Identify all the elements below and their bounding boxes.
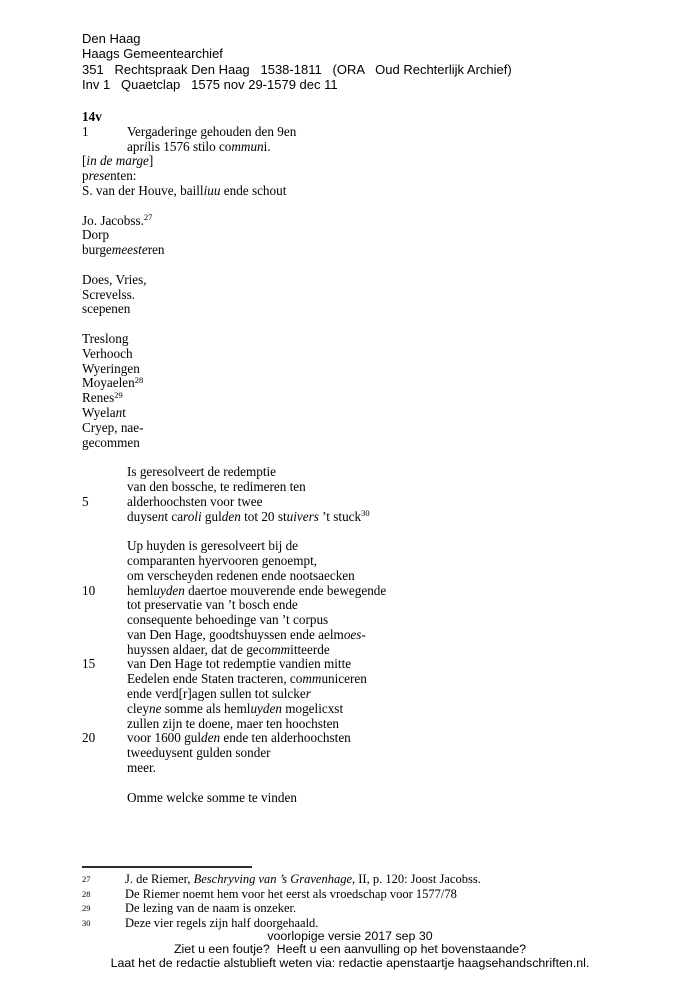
body-line — [82, 569, 386, 584]
body-line — [82, 554, 386, 569]
body-line — [82, 687, 386, 702]
body-line — [82, 288, 386, 303]
footnote-marker: 29 — [82, 903, 91, 914]
body-line-text: tweeduysent gulden sonder — [127, 745, 271, 761]
body-line — [82, 140, 386, 155]
archive-header — [82, 31, 512, 92]
body-line-text: Wyeringen — [82, 360, 140, 376]
body-line-text: Eedelen ende Staten tracteren, communiceren — [127, 671, 367, 687]
footer-line: voorlopige versie 2017 sep 30 — [267, 929, 433, 943]
line-number: 15 — [82, 656, 96, 672]
body-line — [82, 672, 386, 687]
header-line: Inv 1 Quaetclap 1575 nov 29-1579 dec 11 — [82, 76, 338, 92]
body-line — [82, 214, 386, 229]
body-line-text: meer. — [127, 760, 156, 776]
blank-line — [82, 450, 386, 465]
body-line — [82, 643, 386, 658]
footnote — [82, 901, 481, 916]
body-line — [82, 436, 386, 451]
body-line-text: huyssen aldaer, dat de gecommitteerde — [127, 641, 330, 657]
footer-line: Laat het de redactie alstublieft weten via: redactie apenstaartje haagsehandschriften.nl. — [110, 955, 590, 970]
blank-line — [82, 258, 386, 273]
body-line — [82, 465, 386, 480]
body-line-text: Wyelant — [82, 404, 126, 420]
body-line — [82, 421, 386, 436]
body-line — [82, 657, 386, 672]
body-line — [82, 406, 386, 421]
body-line — [82, 495, 386, 510]
body-line-text: Vergaderinge gehouden den 9en — [127, 123, 297, 139]
body-line — [82, 746, 386, 761]
blank-line — [82, 199, 386, 214]
body-line-text: comparanten hyervooren genoempt, — [127, 552, 318, 568]
body-line — [82, 702, 386, 717]
body-line-text: Treslong — [82, 330, 129, 346]
body-line-text: alderhoochsten voor twee — [127, 493, 263, 509]
page-footer — [0, 930, 700, 970]
body-line — [82, 347, 386, 362]
body-line — [82, 391, 386, 406]
body-line-text: van Den Hage tot redemptie vandien mitte — [127, 656, 352, 672]
body-line-text: Up huyden is geresolveert bij de — [127, 538, 299, 554]
body-line-text: duysent caroli gulden tot 20 stuivers ’t stuck$^{30}$ — [127, 508, 370, 524]
body-line-text: Jo. Jacobss.$^{27}$ — [82, 212, 153, 228]
body-line — [82, 539, 386, 554]
body-line — [82, 791, 386, 806]
body-line-text: Dorp — [82, 227, 110, 243]
line-number: 1 — [82, 123, 89, 139]
body-line — [82, 154, 386, 169]
body-line — [82, 169, 386, 184]
body-line — [82, 332, 386, 347]
footnotes — [82, 872, 481, 931]
body-line-text: zullen zijn te doene, maer ten hoochsten — [127, 715, 340, 731]
body-line-text: Omme welcke somme te vinden — [127, 789, 297, 805]
blank-line — [82, 317, 386, 332]
body-line-text: Does, Vries, — [82, 271, 147, 287]
body-line — [82, 376, 386, 391]
body-line — [82, 273, 386, 288]
body-line-text: Is geresolveert de redemptie — [127, 464, 277, 480]
blank-line — [82, 776, 386, 791]
body-line — [82, 184, 386, 199]
blank-line — [82, 524, 386, 539]
footer-line: Ziet u een foutje? Heeft u een aanvulling op het bovenstaande? — [173, 942, 527, 957]
body-line — [82, 480, 386, 495]
body-line-text: [in de marge] — [82, 153, 154, 169]
body-line-text: om verscheyden redenen ende nootsaecken — [127, 567, 355, 583]
body-line-text: hemluyden daertoe mouverende ende bewegende — [127, 582, 387, 598]
header-line: Haags Gemeentearchief — [82, 46, 223, 62]
body-line — [82, 110, 386, 125]
body-line-text: Moyaelen$^{28}$ — [82, 374, 144, 391]
body-line-text: burgemeesteren — [82, 242, 165, 258]
body-line-text: consequente behoedinge van ’t corpus — [127, 612, 329, 628]
line-number: 10 — [82, 582, 96, 598]
footnote-marker: 27 — [82, 874, 91, 884]
body-line-text: Screvelss. — [82, 286, 136, 302]
body-line-text: Verhooch — [82, 345, 133, 361]
line-number: 20 — [82, 730, 96, 746]
footnote-text: J. de Riemer, Beschryving van ’s Gravenhage, II, p. 120: Joost Jacobss. — [125, 872, 481, 886]
body-line-text: cleyne somme als hemluyden mogelicxst — [127, 700, 344, 716]
body-line — [82, 628, 386, 643]
footnote-separator — [82, 866, 252, 868]
body-line — [82, 228, 386, 243]
body-line-text: van Den Hage, goodtshuyssen ende aelmoes- — [127, 626, 366, 642]
body-line-text: aprilis 1576 stilo communi. — [127, 138, 271, 154]
body-line-text: Cryep, nae- — [82, 419, 144, 435]
header-line: 351 Rechtspraak Den Haag 1538-1811 (ORA Oud Rechterlijk Archief) — [82, 61, 512, 77]
line-number: 5 — [82, 493, 89, 509]
body-line-text: scepenen — [82, 301, 131, 317]
header-line: Den Haag — [82, 31, 141, 46]
footnote-text: De lezing van de naam is onzeker. — [125, 901, 297, 916]
body-line — [82, 717, 386, 732]
body-line — [82, 613, 386, 628]
body-line — [82, 302, 386, 317]
footnote — [82, 872, 481, 887]
body-line — [82, 243, 386, 258]
footnote-text: De Riemer noemt hem voor het eerst als vroedschap voor 1577/78 — [125, 886, 457, 901]
body-line-text: 14v — [82, 109, 102, 124]
body-line-text: presenten: — [82, 168, 137, 184]
footnote-text: Deze vier regels zijn half doorgehaald. — [125, 916, 319, 931]
footnote-marker: 28 — [82, 888, 91, 899]
body-line-text: voor 1600 gulden ende ten alderhoochsten — [127, 730, 351, 746]
footnote-marker: 30 — [82, 918, 91, 929]
body-line-text: ende verd[r]agen sullen tot sulcker — [127, 686, 311, 702]
body-line-text: Renes$^{29}$ — [82, 389, 123, 406]
body-line — [82, 598, 386, 613]
body-line — [82, 362, 386, 377]
body-line — [82, 761, 386, 776]
body-line — [82, 584, 386, 599]
body-line-text: tot preservatie van ’t bosch ende — [127, 597, 298, 613]
transcription-body — [82, 110, 386, 805]
footnote — [82, 887, 481, 902]
body-line — [82, 731, 386, 746]
body-line-text: van den bossche, te redimeren ten — [127, 478, 306, 494]
body-line-text: S. van der Houve, bailliuu ende schout — [82, 182, 287, 198]
body-line — [82, 510, 386, 525]
body-line-text: gecommen — [82, 434, 140, 450]
body-line — [82, 125, 386, 140]
